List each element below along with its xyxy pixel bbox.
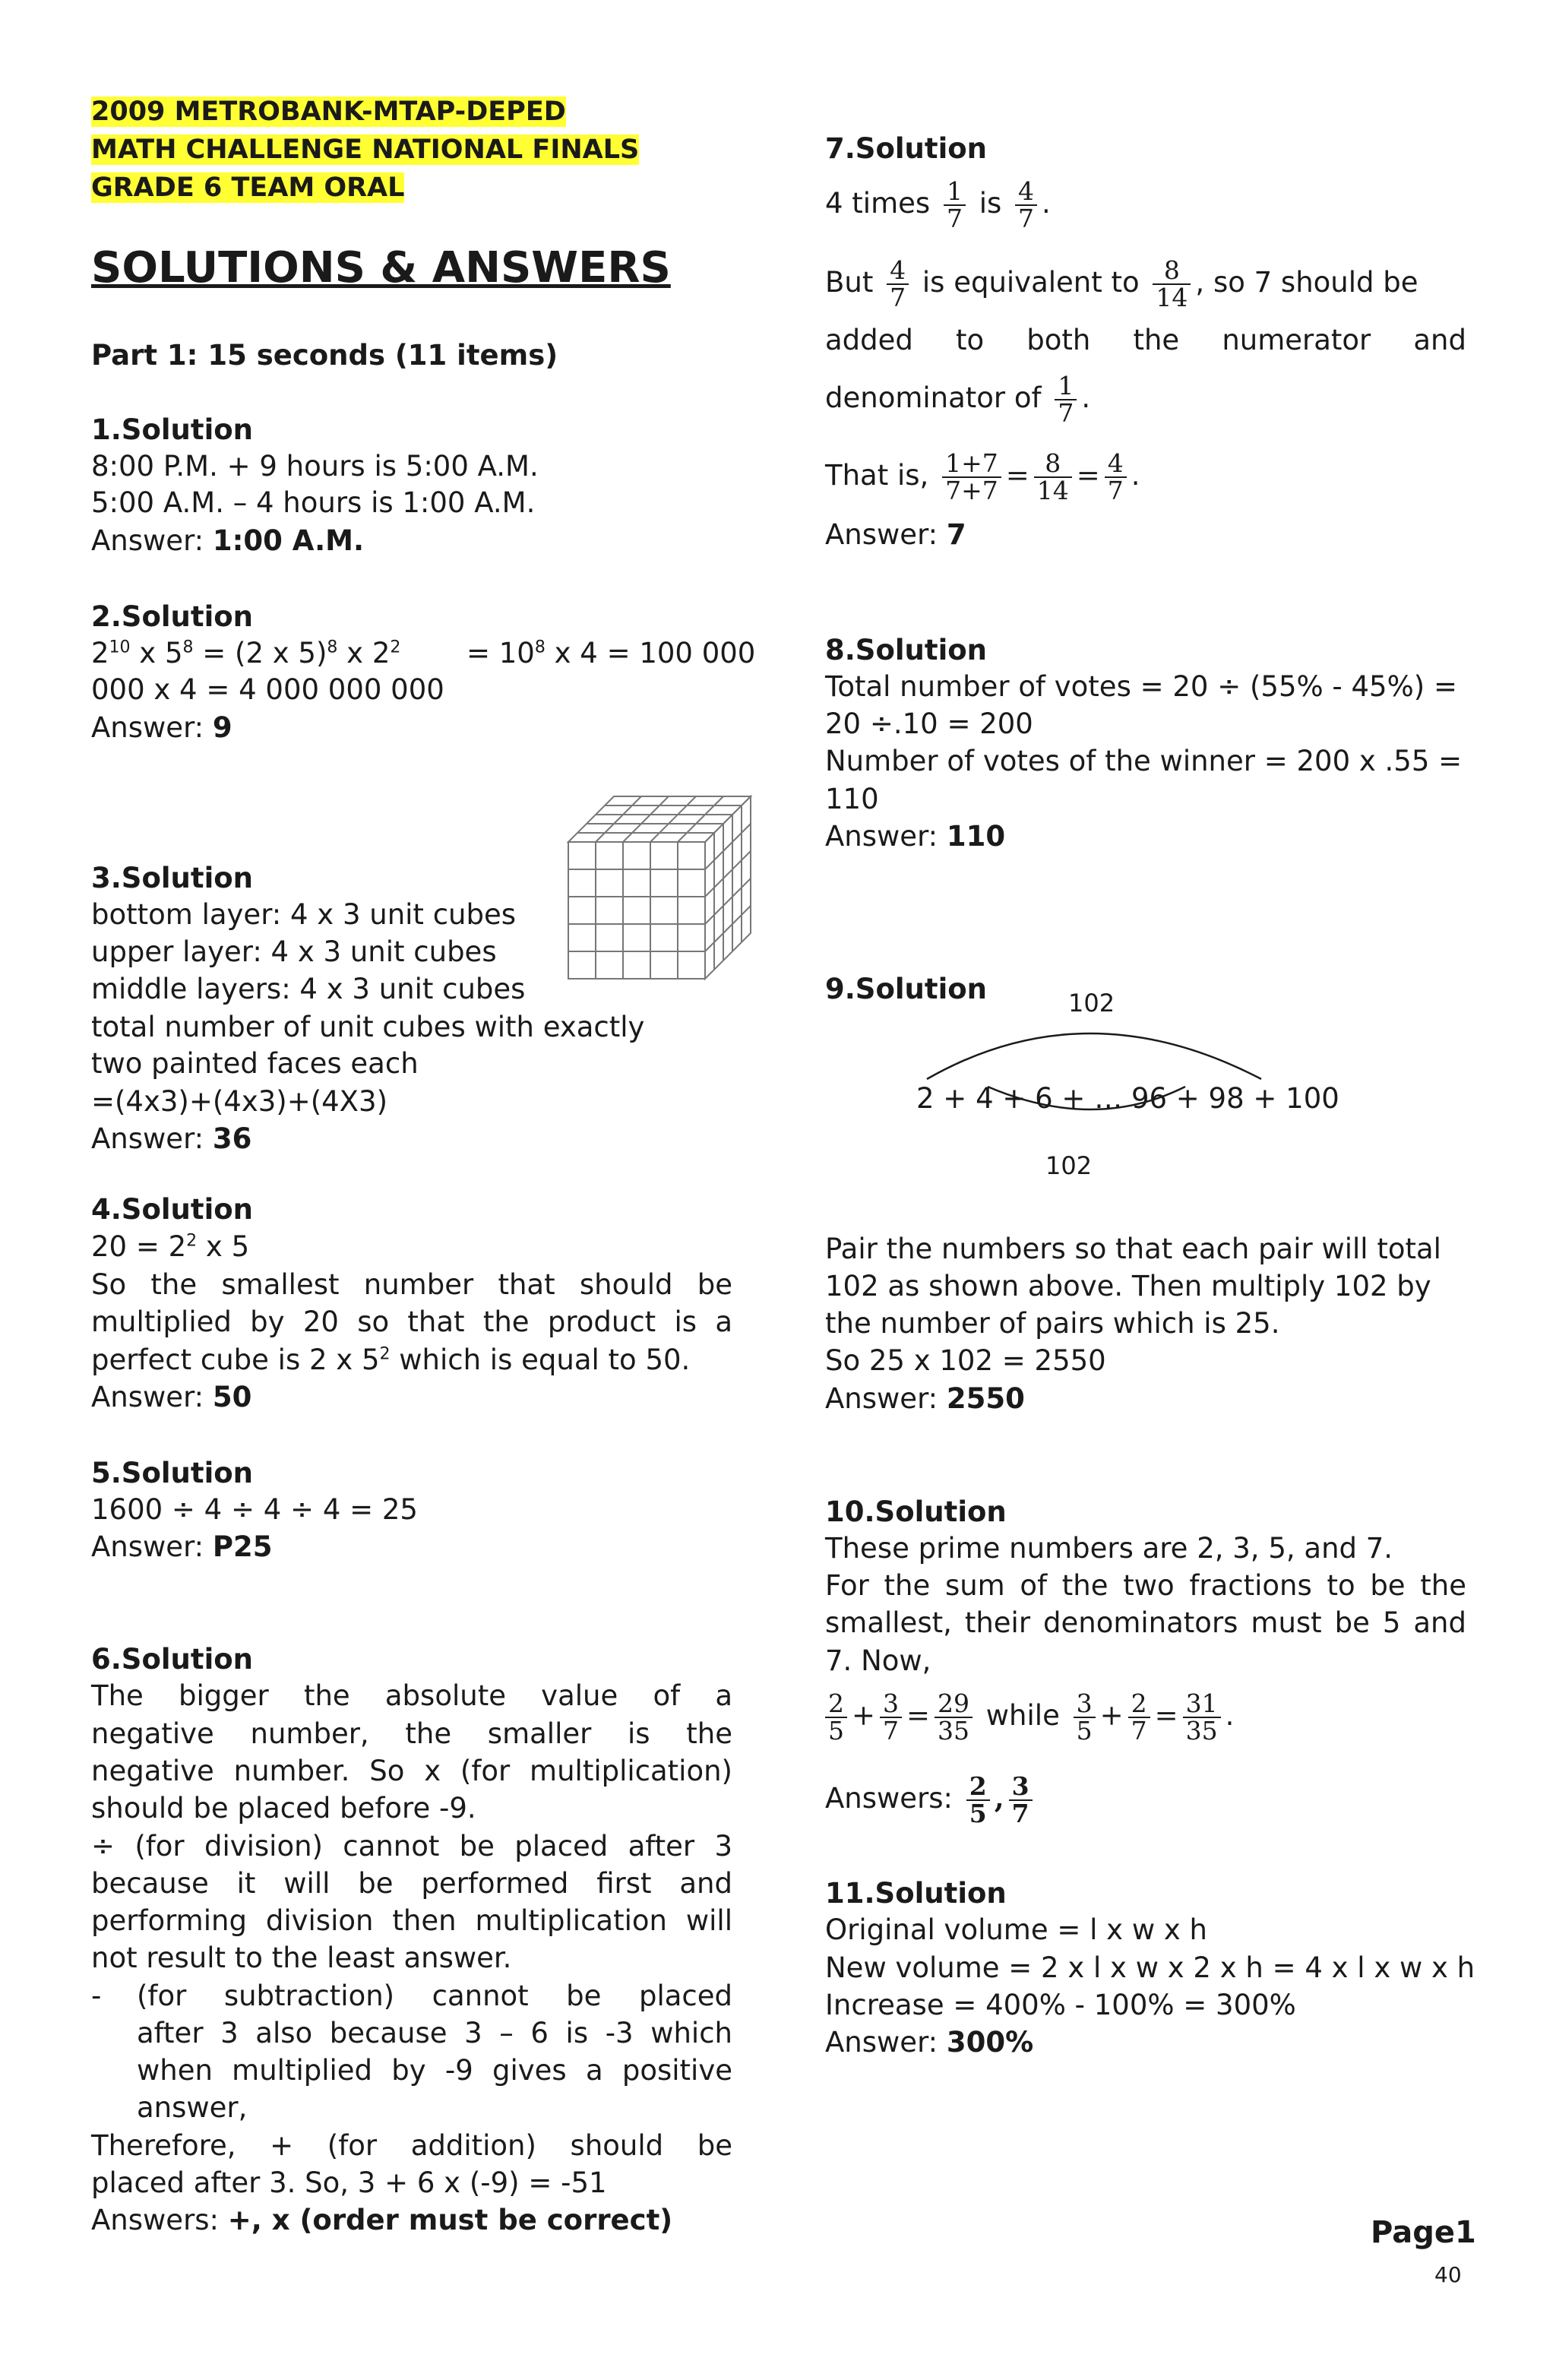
- solution-6-line: Therefore, + (for addition) should be: [91, 2129, 732, 2162]
- solution-8-heading: 8.Solution: [825, 634, 988, 666]
- solution-11-line: Original volume = l x w x h: [825, 1913, 1207, 1946]
- solution-6-line: performing division then multiplication will: [91, 1904, 732, 1937]
- solution-11-answer: Answer: 300%: [825, 2026, 1034, 2059]
- solution-8-answer: Answer: 110: [825, 820, 1006, 853]
- page-title: SOLUTIONS & ANSWERS: [91, 243, 671, 293]
- pair-sum-bottom-label: 102: [1045, 1151, 1093, 1180]
- solution-6-line: answer,: [137, 2091, 248, 2124]
- header-line-1: 2009 METROBANK-MTAP-DEPED: [91, 97, 566, 127]
- solution-4-line: So the smallest number that should be: [91, 1268, 732, 1301]
- solution-6-line: (for subtraction) cannot be placed: [137, 1980, 732, 2012]
- solution-3-heading: 3.Solution: [91, 862, 254, 894]
- header-line-3: GRADE 6 TEAM ORAL: [91, 172, 405, 203]
- solution-11-line: New volume = 2 x l x w x 2 x h = 4 x l x w x h: [825, 1951, 1475, 1984]
- solution-2-answer: Answer: 9: [91, 711, 232, 744]
- solution-10-line: These prime numbers are 2, 3, 5, and 7.: [825, 1532, 1393, 1565]
- cube-figure: [562, 790, 760, 988]
- solution-11-heading: 11.Solution: [825, 1877, 1007, 1910]
- solution-6-line: negative number, the smaller is the: [91, 1717, 732, 1750]
- page-label: Page1: [1371, 2215, 1476, 2250]
- solution-10-line: 7. Now,: [825, 1644, 931, 1677]
- solution-7-line: added to both the numerator and: [825, 324, 1466, 356]
- solution-6-line: placed after 3. So, 3 + 6 x (-9) = -51: [91, 2166, 607, 2199]
- solution-8-line: Total number of votes = 20 ÷ (55% - 45%) =: [825, 670, 1457, 703]
- solution-4-line: perfect cube is 2 x $5^2$ which is equal to 50.: [91, 1343, 691, 1376]
- solution-3-line: middle layers: 4 x 3 unit cubes: [91, 973, 526, 1005]
- solution-4-heading: 4.Solution: [91, 1193, 254, 1226]
- solution-6-heading: 6.Solution: [91, 1643, 254, 1676]
- solution-8-line: Number of votes of the winner = 200 x .55 =: [825, 745, 1463, 777]
- solution-10-equations: $\frac{2}{5}$ + $\frac{3}{7}$ = $\frac{29}{35}$ while $\frac{3}{5}$ + $\frac{2}{7}$ = $\frac{31}{35}$ .: [825, 1688, 1234, 1744]
- solution-6-line: when multiplied by -9 gives a positive: [137, 2054, 732, 2087]
- solution-6-line: because it will be performed first and: [91, 1867, 732, 1900]
- header-line-2: MATH CHALLENGE NATIONAL FINALS: [91, 135, 640, 165]
- solution-10-answer: Answers: $\frac{2}{5}$ , $\frac{3}{7}$: [825, 1771, 1037, 1827]
- solution-10-line: For the sum of the two fractions to be the: [825, 1569, 1466, 1602]
- solution-5-answer: Answer: P25: [91, 1530, 273, 1563]
- solution-8-line: 110: [825, 783, 879, 815]
- solution-7-line: denominator of $\frac{1}{7}$ .: [825, 370, 1091, 428]
- solution-3-line: bottom layer: 4 x 3 unit cubes: [91, 898, 517, 931]
- solution-1-answer: Answer: 1:00 A.M.: [91, 524, 365, 557]
- solution-6-line: negative number. So x (for multiplication): [91, 1755, 732, 1787]
- solution-6-line: after 3 also because 3 – 6 is -3 which: [137, 2017, 732, 2049]
- solution-2-line: 000 x 4 = 4 000 000 000: [91, 673, 444, 706]
- solution-1-heading: 1.Solution: [91, 413, 254, 446]
- solution-1-line: 8:00 P.M. + 9 hours is 5:00 A.M.: [91, 450, 539, 483]
- solution-7-line: 4 times $\frac{1}{7}$ is $\frac{4}{7}$ .: [825, 176, 1051, 233]
- solution-6-dash: -: [91, 1980, 102, 2012]
- solution-5-heading: 5.Solution: [91, 1457, 254, 1489]
- solution-3-line: upper layer: 4 x 3 unit cubes: [91, 935, 497, 968]
- solution-7-line: But $\frac{4}{7}$ is equivalent to $\frac{8}{14}$ , so 7 should be: [825, 255, 1418, 312]
- solution-2-heading: 2.Solution: [91, 600, 254, 633]
- solution-10-line: smallest, their denominators must be 5 and: [825, 1606, 1466, 1639]
- solution-2-line: $2^{10}$ x $5^8 = (2$ x 5)$^8$ x $2^2$: [91, 637, 401, 669]
- solution-7-answer: Answer: 7: [825, 518, 966, 551]
- solution-3-line: two painted faces each: [91, 1047, 419, 1080]
- header-block: [91, 93, 639, 207]
- solution-2-line: = $10^8$ x 4 = 100 000: [466, 637, 756, 669]
- solution-6-line: should be placed before -9.: [91, 1792, 476, 1825]
- solution-9-line: 102 as shown above. Then multiply 102 by: [825, 1270, 1431, 1302]
- solution-5-line: 1600 ÷ 4 ÷ 4 ÷ 4 = 25: [91, 1493, 418, 1526]
- solution-3-line: =(4x3)+(4x3)+(4X3): [91, 1085, 387, 1118]
- part-heading: Part 1: 15 seconds (11 items): [91, 339, 558, 372]
- solution-9-line: Pair the numbers so that each pair will total: [825, 1233, 1441, 1265]
- solution-4-line: $20 = 2^2$ x 5: [91, 1230, 250, 1263]
- solution-4-answer: Answer: 50: [91, 1381, 252, 1413]
- solution-3-answer: Answer: 36: [91, 1122, 252, 1155]
- solution-4-line: multiplied by 20 so that the product is a: [91, 1306, 732, 1338]
- page-number: 40: [1434, 2262, 1462, 2287]
- solution-3-line: total number of unit cubes with exactly: [91, 1011, 645, 1043]
- solution-9-line: the number of pairs which is 25.: [825, 1307, 1280, 1340]
- series-expression: 2 + 4 + 6 + … 96 + 98 + 100: [916, 1082, 1339, 1115]
- pair-sum-top-label: 102: [1068, 989, 1115, 1018]
- solution-6-answer: Answers: +, x (order must be correct): [91, 2204, 673, 2236]
- solution-9-answer: Answer: 2550: [825, 1382, 1025, 1415]
- solution-7-heading: 7.Solution: [825, 132, 988, 165]
- solution-6-line: ÷ (for division) cannot be placed after 3: [91, 1830, 732, 1863]
- solution-1-line: 5:00 A.M. – 4 hours is 1:00 A.M.: [91, 486, 536, 519]
- solution-6-line: The bigger the absolute value of a: [91, 1679, 732, 1712]
- solution-8-line: 20 ÷.10 = 200: [825, 707, 1033, 740]
- solution-11-line: Increase = 400% - 100% = 300%: [825, 1989, 1296, 2021]
- solution-7-line: That is, $\frac{1+7}{7+7}$ = $\frac{8}{14}$ = $\frac{4}{7}$ .: [825, 448, 1140, 505]
- solution-9-heading: 9.Solution: [825, 973, 988, 1005]
- solution-10-heading: 10.Solution: [825, 1495, 1007, 1528]
- solution-6-line: not result to the least answer.: [91, 1942, 512, 1974]
- solution-9-line: So 25 x 102 = 2550: [825, 1344, 1106, 1377]
